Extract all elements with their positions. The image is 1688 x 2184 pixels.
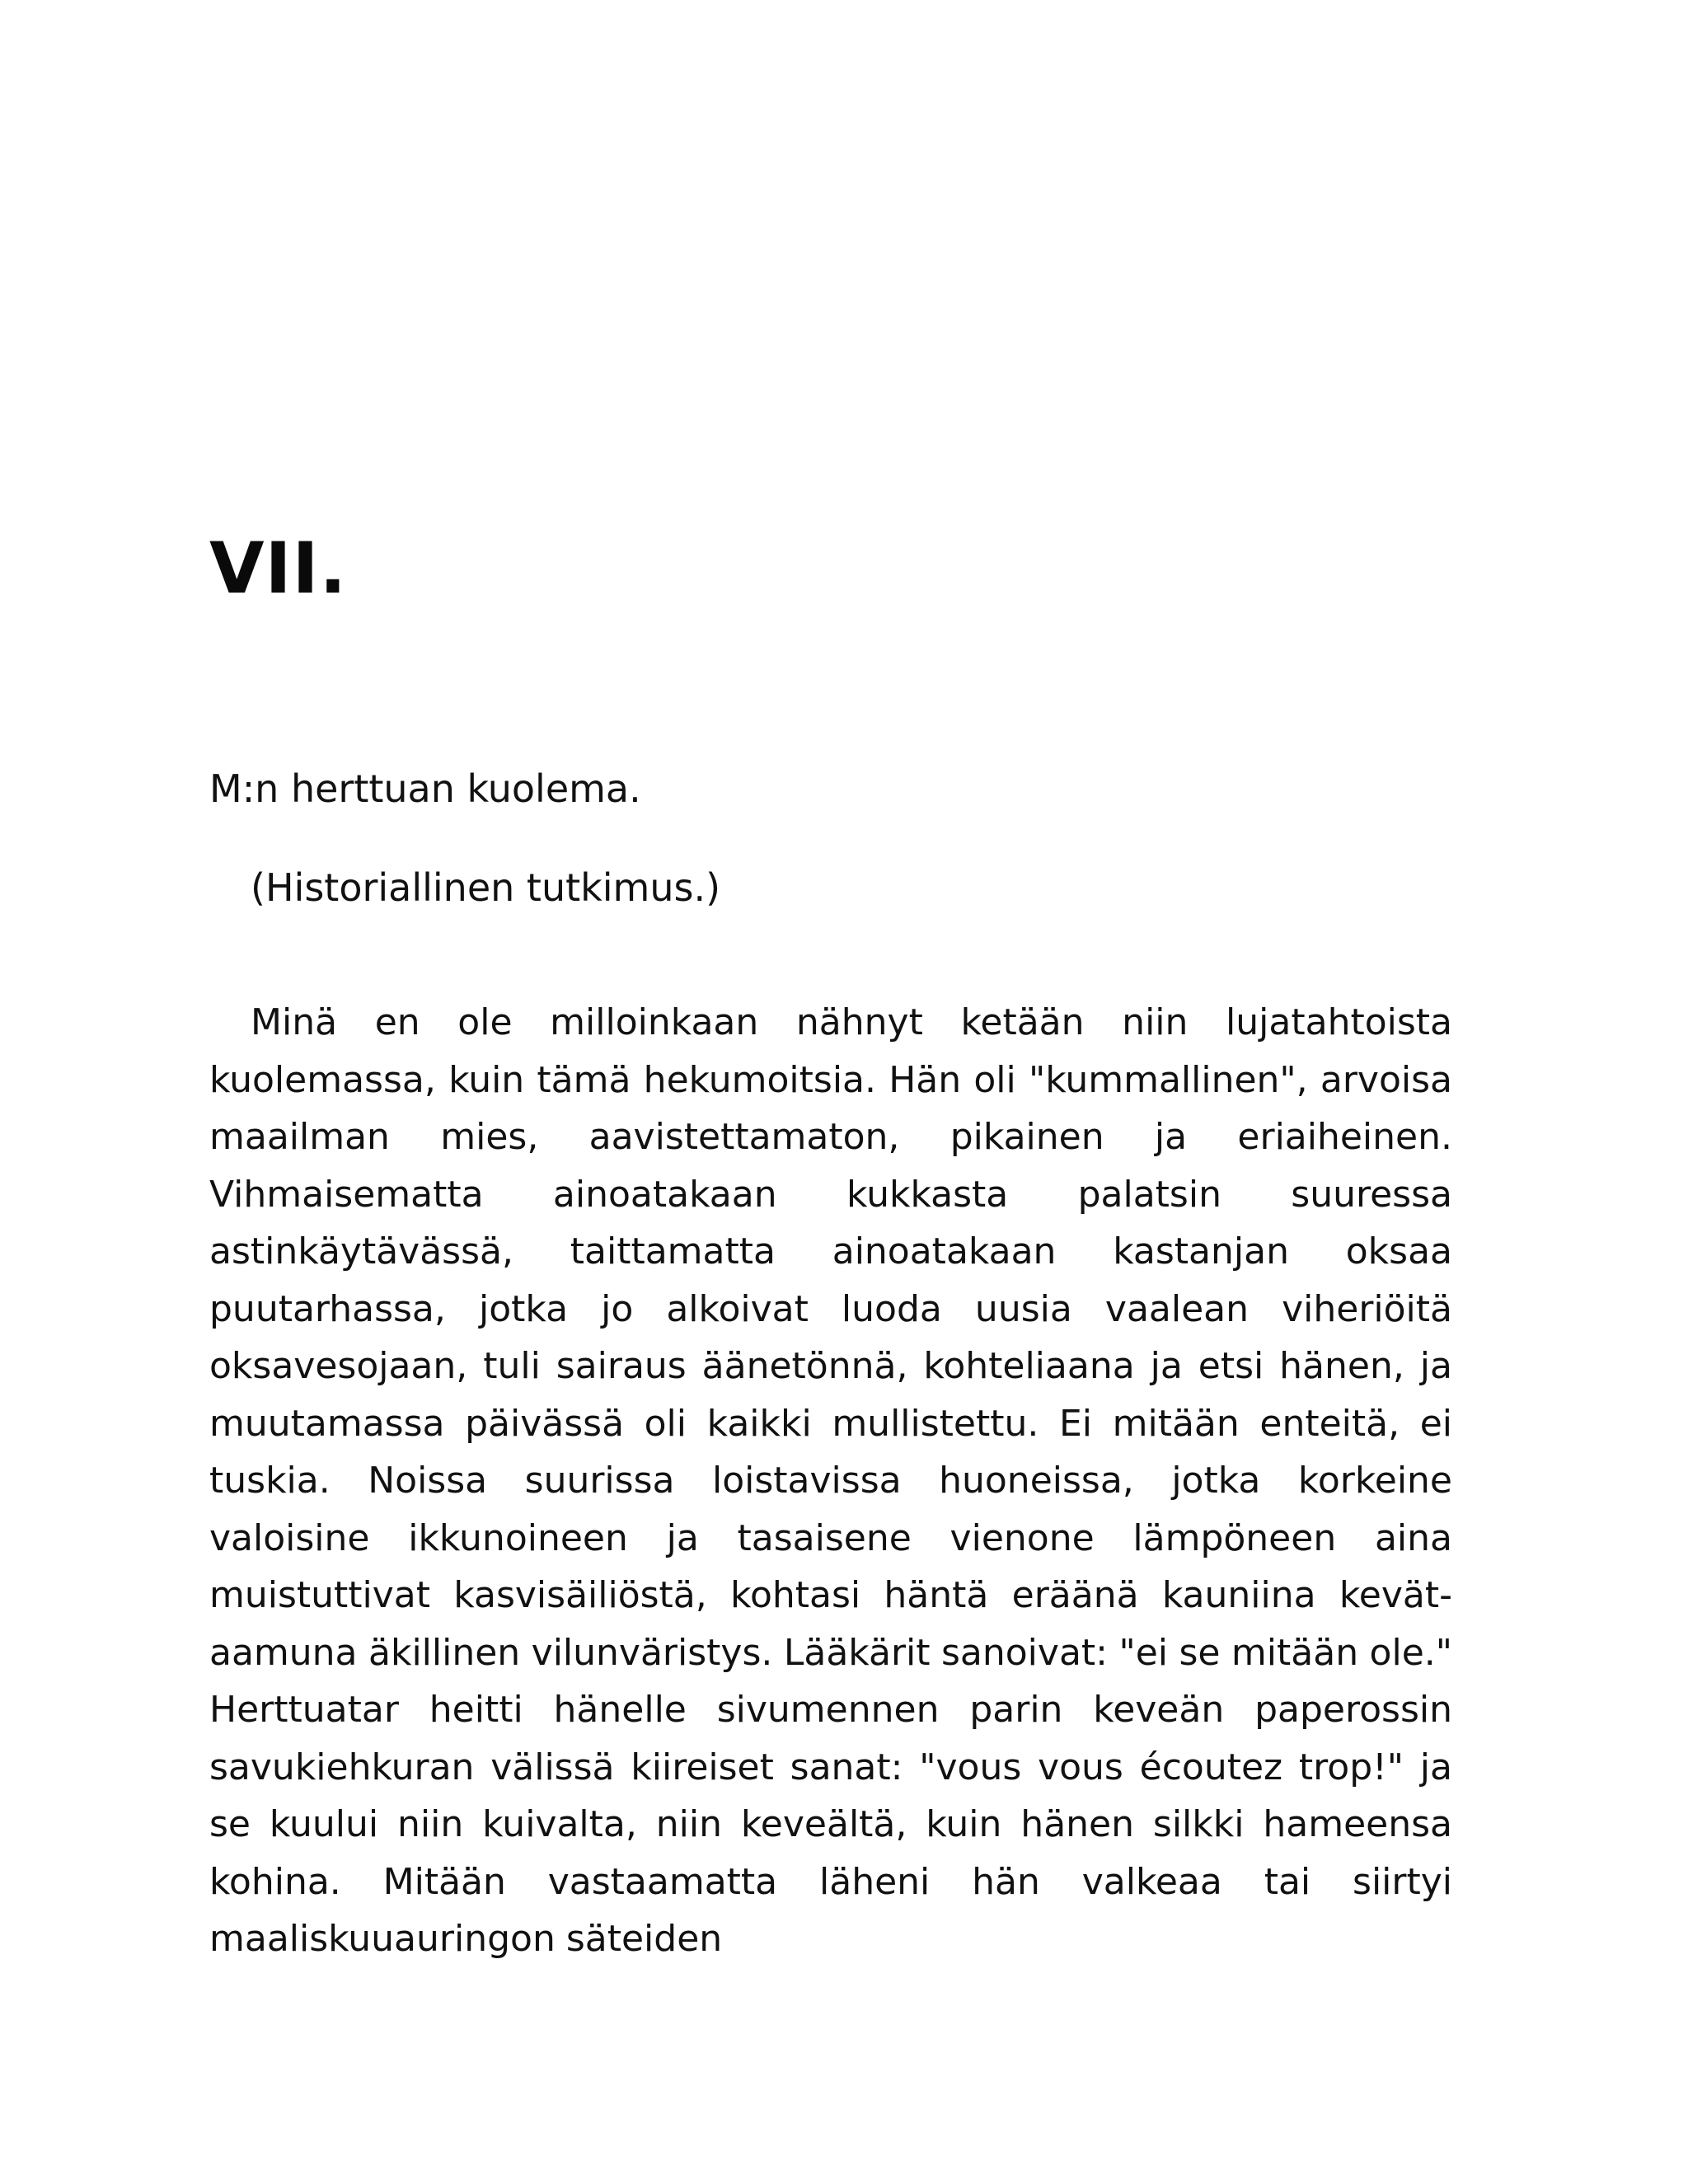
- chapter-heading: VII.: [209, 527, 348, 610]
- story-subtitle: (Historiallinen tutkimus.): [251, 865, 721, 910]
- story-title: M:n herttuan kuolema.: [209, 766, 641, 811]
- body-paragraph: Minä en ole milloinkaan nähnyt ketään niin lujatahtoista kuolemassa, kuin tämä hekumoitsia. Hän oli "kummallinen", arvoisa maailman mies, aavistettamaton, pikainen ja eriaiheinen. Vihmaisematta ainoatakaan kukkasta palatsin suuressa astinkäytävässä, taittamatta ainoatakaan kastanjan oksaa puutarhassa, jotka jo alkoivat luoda uusia vaalean viheriöitä oksavesojaan, tuli sairaus äänetönnä, kohteliaana ja etsi hänen, ja muutamassa päivässä oli kaikki mullistettu. Ei mitään enteitä, ei tuskia. Noissa suurissa loistavissa huoneissa, jotka korkeine valoisine ikkunoineen ja tasaisene vienone lämpöneen aina muistuttivat kasvisäiliöstä, kohtasi häntä eräänä kauniina kevät-aamuna äkillinen vilunväristys. Lääkärit sanoivat: "ei se mitään ole." Herttuatar heitti hänelle sivumennen parin keveän paperossin savukiehkuran välissä kiireiset sanat: "vous vous écoutez trop!" ja se kuului niin kuivalta, niin keveältä, kuin hänen silkki hameensa kohina. Mitään vastaamatta läheni hän valkeaa tai siirtyi maaliskuuauringon säteiden: [209, 1001, 1452, 1960]
